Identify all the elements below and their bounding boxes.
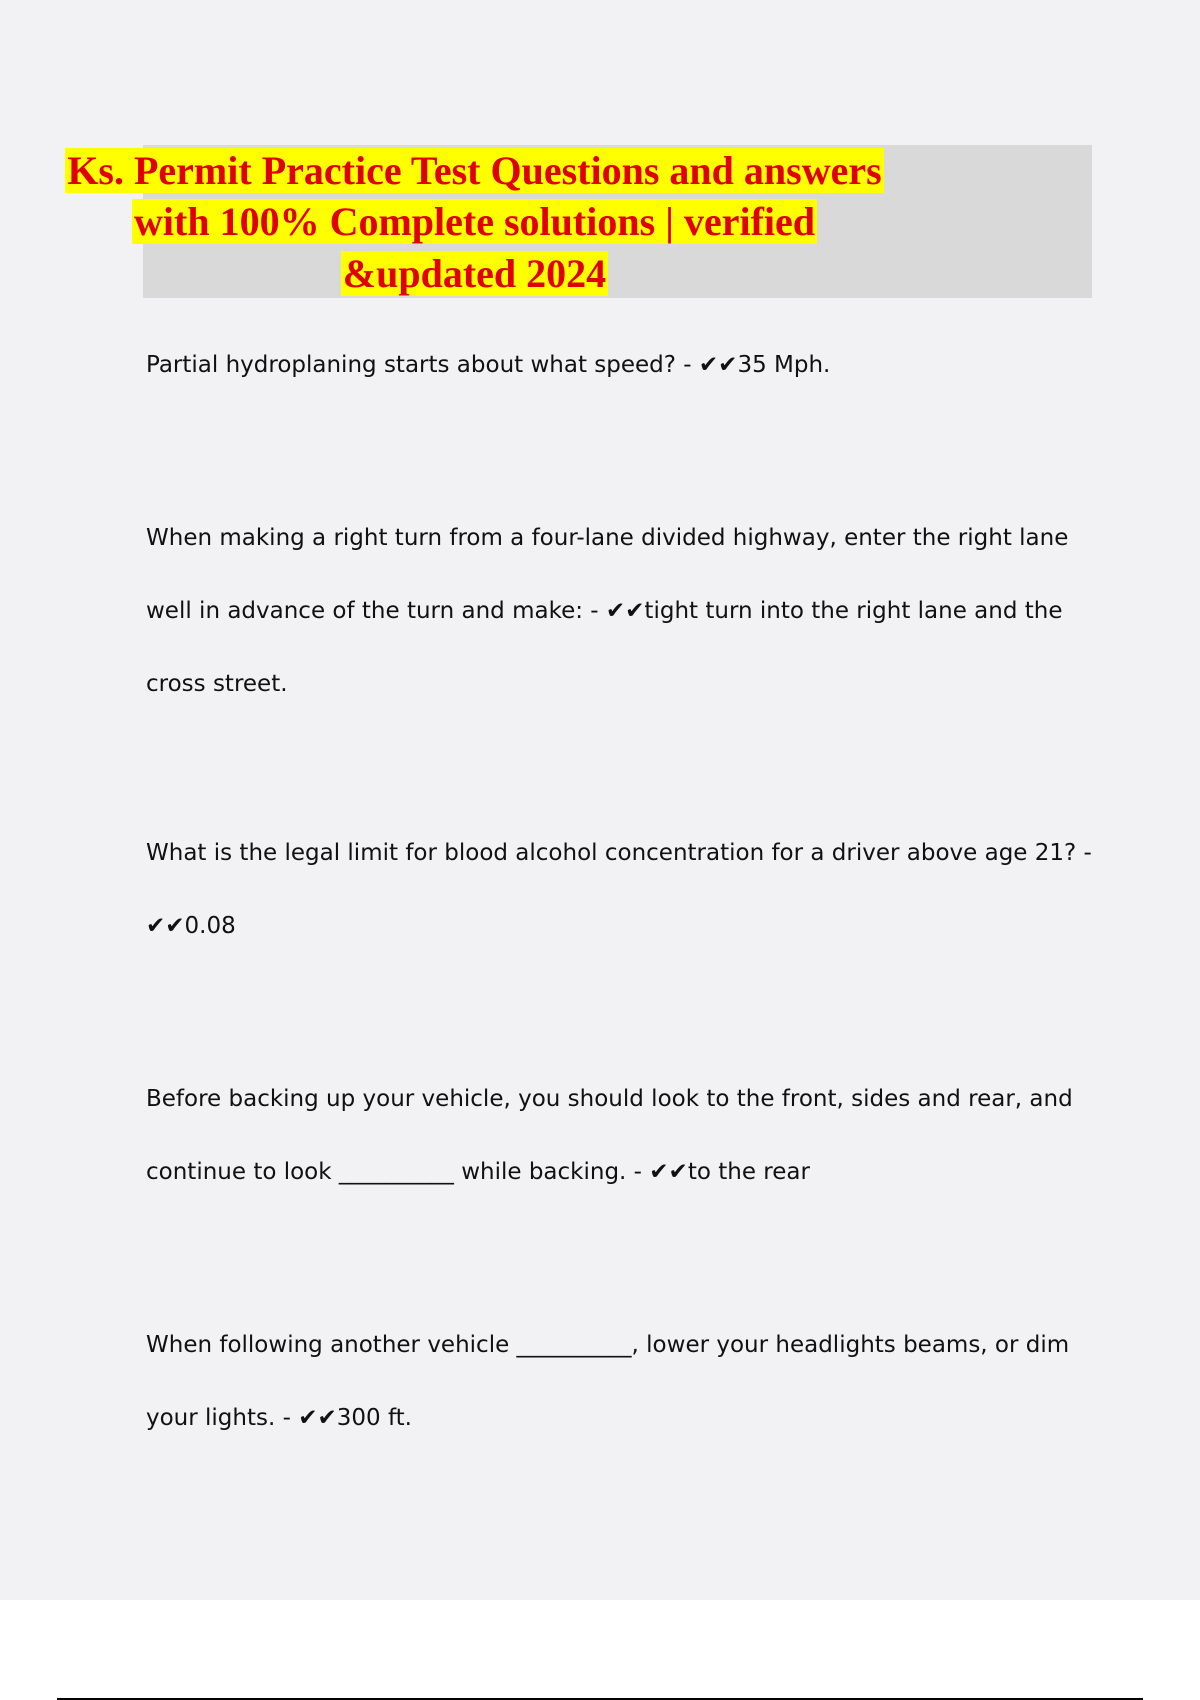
question-4-line-2: continue to look __________ while backing. - ✔✔to the rear — [146, 1159, 810, 1185]
question-5-line-1: When following another vehicle __________, lower your headlights beams, or dim — [146, 1332, 1070, 1358]
page-footer — [0, 1600, 1200, 1700]
question-2-line-3: cross street. — [146, 671, 288, 697]
document-title-line-2: with 100% Complete solutions | verified — [134, 199, 815, 244]
question-3-line-2: ✔✔0.08 — [146, 913, 236, 939]
document-title-line-3: &updated 2024 — [342, 251, 607, 296]
question-3-line-1: What is the legal limit for blood alcohol concentration for a driver above age 21? - — [146, 840, 1092, 866]
question-2-line-2: well in advance of the turn and make: - ✔✔tight turn into the right lane and the — [146, 598, 1063, 624]
question-2-line-1: When making a right turn from a four-lane divided highway, enter the right lane — [146, 525, 1069, 551]
question-4-line-1: Before backing up your vehicle, you should look to the front, sides and rear, and — [146, 1086, 1073, 1112]
document-title-line-1: Ks. Permit Practice Test Questions and answers — [67, 148, 882, 193]
question-1-line-1: Partial hydroplaning starts about what speed? - ✔✔35 Mph. — [146, 352, 831, 378]
question-5-line-2: your lights. - ✔✔300 ft. — [146, 1405, 412, 1431]
